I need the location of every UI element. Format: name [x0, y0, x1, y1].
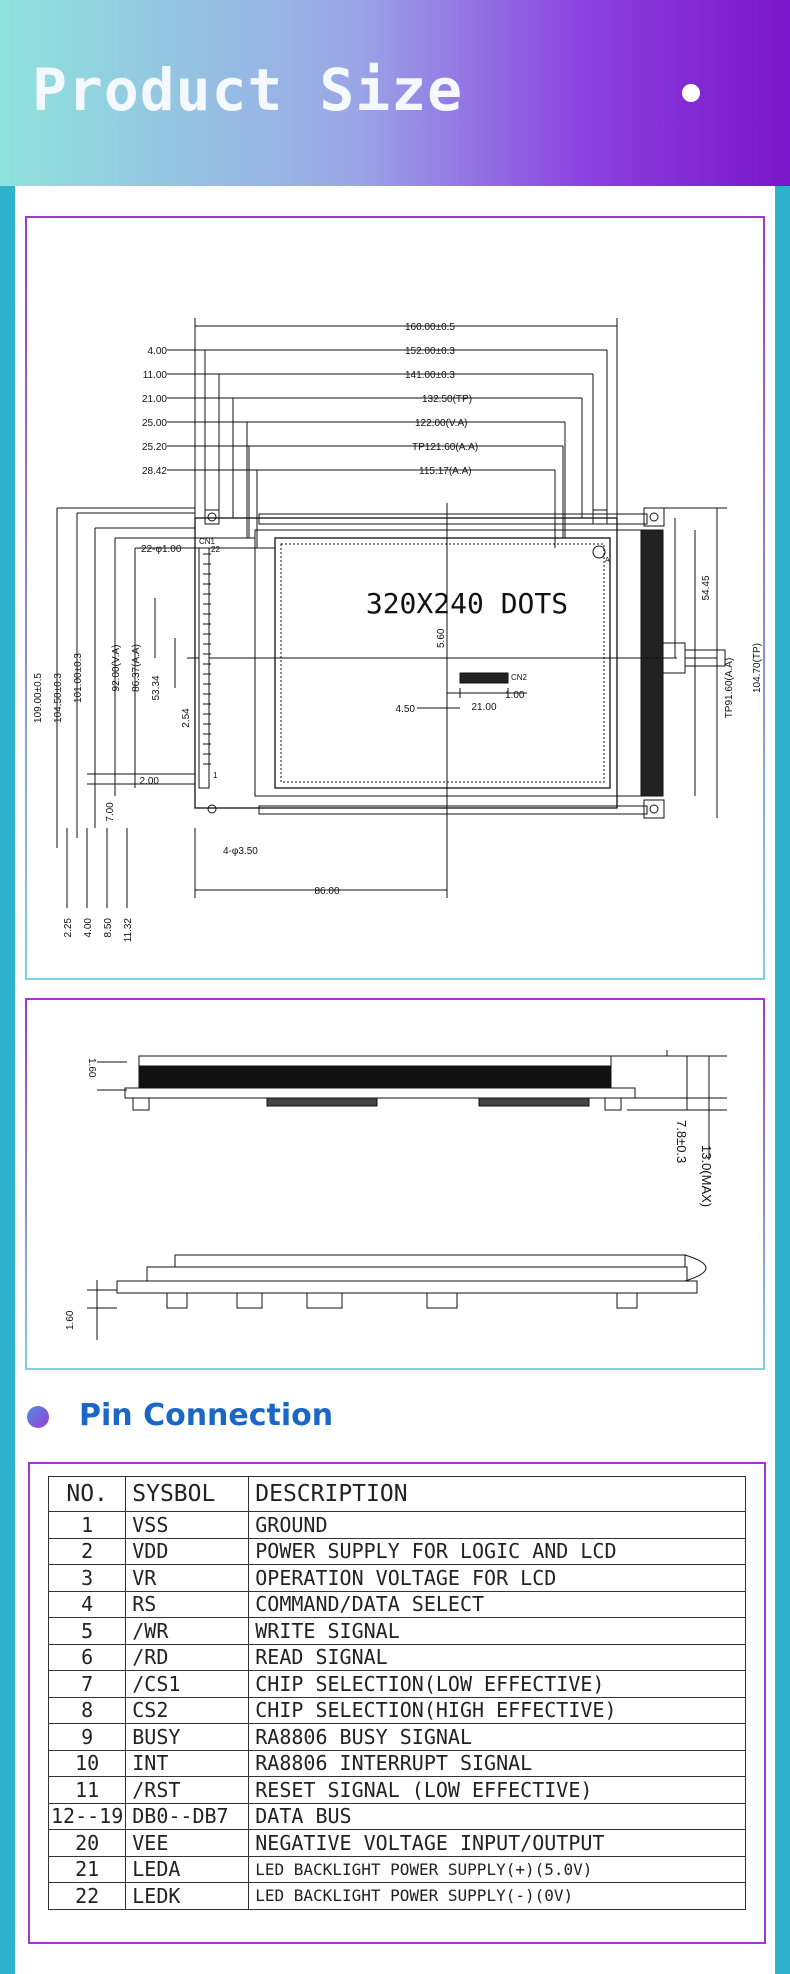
side-thickness: 1.60 — [86, 1058, 97, 1078]
pin-symbol: /RD — [126, 1644, 249, 1671]
table-row — [49, 1856, 746, 1883]
pin-description: NEGATIVE VOLTAGE INPUT/OUTPUT — [249, 1830, 746, 1857]
ldim-7: 7.00 — [105, 802, 116, 822]
vdim-109: 109.00±0.5 — [33, 673, 44, 723]
bdim-11-32: 11.32 — [123, 918, 134, 943]
table-row — [49, 1750, 746, 1777]
pin-symbol: VEE — [126, 1830, 249, 1857]
pin-description: LED BACKLIGHT POWER SUPPLY(+)(5.0V) — [249, 1856, 746, 1883]
header-no: NO. — [49, 1477, 126, 1512]
offset-28: 28.42 — [141, 466, 167, 477]
dim-152: 152.00±0.3 — [405, 346, 455, 357]
pin-symbol: VDD — [126, 1538, 249, 1565]
pin-number: 2 — [49, 1538, 126, 1565]
top-view-drawing — [27, 218, 763, 978]
pin-table — [48, 1476, 746, 1910]
vdim-53: 53.34 — [151, 675, 162, 701]
dim-121: TP121.60(A.A) — [412, 442, 479, 453]
pin-description: COMMAND/DATA SELECT — [249, 1591, 746, 1618]
table-row — [49, 1644, 746, 1671]
vdim-92: 92.00(V.A) — [111, 644, 122, 692]
pin-heading-dot — [27, 1406, 49, 1428]
pin-number: 6 — [49, 1644, 126, 1671]
pin-number: 1 — [49, 1512, 126, 1539]
table-row — [49, 1724, 746, 1751]
table-row — [49, 1512, 746, 1539]
pin-connection-heading: Pin Connection — [79, 1398, 334, 1433]
pin-description: CHIP SELECTION(LOW EFFECTIVE) — [249, 1671, 746, 1698]
vdim-2-54: 2.54 — [181, 708, 192, 728]
side-view-drawing — [27, 1000, 763, 1368]
pin-a-label: A — [605, 557, 610, 564]
bdim-2-25: 2.25 — [63, 918, 74, 938]
pin-symbol: /RST — [126, 1777, 249, 1804]
pin-number: 22 — [49, 1883, 126, 1910]
cn1-label: CN1 — [199, 537, 216, 546]
cn2-label: CN2 — [511, 673, 528, 682]
pin-number: 8 — [49, 1697, 126, 1724]
cn2-dim-4-50: 4.50 — [395, 704, 415, 715]
dim-132: 132.50(TP) — [422, 394, 473, 405]
pitch-label: 22-φ1.00 — [141, 544, 182, 555]
offset-25-20: 25.20 — [141, 442, 167, 453]
pin-description: GROUND — [249, 1512, 746, 1539]
bdim-8-50: 8.50 — [103, 918, 114, 938]
offset-21: 21.00 — [141, 394, 167, 405]
side-max-height: 13.0(MAX) — [699, 1145, 714, 1208]
pin-symbol: DB0--DB7 — [126, 1803, 249, 1830]
pcb-thickness: 1.60 — [65, 1310, 76, 1330]
pin-number: 21 — [49, 1856, 126, 1883]
cn1-pin-22: 22 — [211, 545, 220, 554]
page-title: Product Size — [32, 56, 464, 124]
header-symbol: SYSBOL — [126, 1477, 249, 1512]
pin-description: RA8806 INTERRUPT SIGNAL — [249, 1750, 746, 1777]
pin-description: LED BACKLIGHT POWER SUPPLY(-)(0V) — [249, 1883, 746, 1910]
pin-description: RESET SIGNAL (LOW EFFECTIVE) — [249, 1777, 746, 1804]
pin-description: OPERATION VOLTAGE FOR LCD — [249, 1565, 746, 1592]
dim-122: 122.00(V.A) — [415, 418, 468, 429]
cn1-pin-1: 1 — [213, 771, 218, 780]
center-label: 5.60 — [436, 628, 447, 648]
dim-115: 115.17(A.A) — [419, 466, 472, 477]
half-width: 86.00 — [314, 886, 340, 897]
offset-4: 4.00 — [147, 346, 167, 357]
offset-25: 25.00 — [141, 418, 167, 429]
rdim-104: 104.70(TP) — [752, 642, 763, 694]
content-page — [15, 186, 775, 1974]
pin-symbol: LEDK — [126, 1883, 249, 1910]
table-row — [49, 1803, 746, 1830]
dim-160: 160.00±0.5 — [405, 322, 455, 333]
side-height: 7.8±0.3 — [674, 1120, 689, 1164]
banner-dot — [682, 84, 700, 102]
pin-number: 7 — [49, 1671, 126, 1698]
cn2-dim-21: 21.00 — [471, 702, 497, 713]
pin-number: 3 — [49, 1565, 126, 1592]
table-row — [49, 1538, 746, 1565]
pin-number: 5 — [49, 1618, 126, 1645]
table-row — [49, 1777, 746, 1804]
display-text: 320X240 DOTS — [365, 587, 569, 620]
rdim-91: TP91.60(A.A) — [724, 657, 735, 719]
pin-description: CHIP SELECTION(HIGH EFFECTIVE) — [249, 1697, 746, 1724]
vdim-104: 104.50±0.3 — [53, 673, 64, 723]
pin-description: RA8806 BUSY SIGNAL — [249, 1724, 746, 1751]
offset-11: 11.00 — [142, 370, 167, 381]
bdim-4: 4.00 — [83, 918, 94, 938]
hole-label: 4-φ3.50 — [223, 846, 258, 857]
pin-table-panel — [28, 1462, 766, 1944]
header-description: DESCRIPTION — [249, 1477, 746, 1512]
pin-number: 4 — [49, 1591, 126, 1618]
table-header-row — [49, 1477, 746, 1512]
header-banner — [0, 0, 790, 186]
vdim-86: 86.37(A.A) — [131, 644, 142, 692]
pin-number: 11 — [49, 1777, 126, 1804]
ldim-2: 2.00 — [139, 776, 159, 787]
pin-symbol: BUSY — [126, 1724, 249, 1751]
side-view-panel — [25, 998, 765, 1370]
table-row — [49, 1830, 746, 1857]
pin-description: POWER SUPPLY FOR LOGIC AND LCD — [249, 1538, 746, 1565]
table-row — [49, 1697, 746, 1724]
dim-141: 141.00±0.3 — [405, 370, 455, 381]
table-row — [49, 1671, 746, 1698]
rdim-54: 54.45 — [701, 575, 712, 601]
pin-description: WRITE SIGNAL — [249, 1618, 746, 1645]
top-view-panel — [25, 216, 765, 980]
cn2-dim-1: 1.00 — [505, 690, 525, 701]
table-row — [49, 1618, 746, 1645]
pin-symbol: VSS — [126, 1512, 249, 1539]
vdim-101: 101.00±0.3 — [73, 653, 84, 703]
pin-description: READ SIGNAL — [249, 1644, 746, 1671]
pin-number: 20 — [49, 1830, 126, 1857]
pin-symbol: INT — [126, 1750, 249, 1777]
pin-symbol: LEDA — [126, 1856, 249, 1883]
pin-number: 9 — [49, 1724, 126, 1751]
pin-number: 12--19 — [49, 1803, 126, 1830]
pin-symbol: /WR — [126, 1618, 249, 1645]
pin-symbol: RS — [126, 1591, 249, 1618]
pin-symbol: CS2 — [126, 1697, 249, 1724]
pin-symbol: /CS1 — [126, 1671, 249, 1698]
table-row — [49, 1565, 746, 1592]
table-row — [49, 1591, 746, 1618]
pin-symbol: VR — [126, 1565, 249, 1592]
pin-description: DATA BUS — [249, 1803, 746, 1830]
pin-number: 10 — [49, 1750, 126, 1777]
table-row — [49, 1883, 746, 1910]
